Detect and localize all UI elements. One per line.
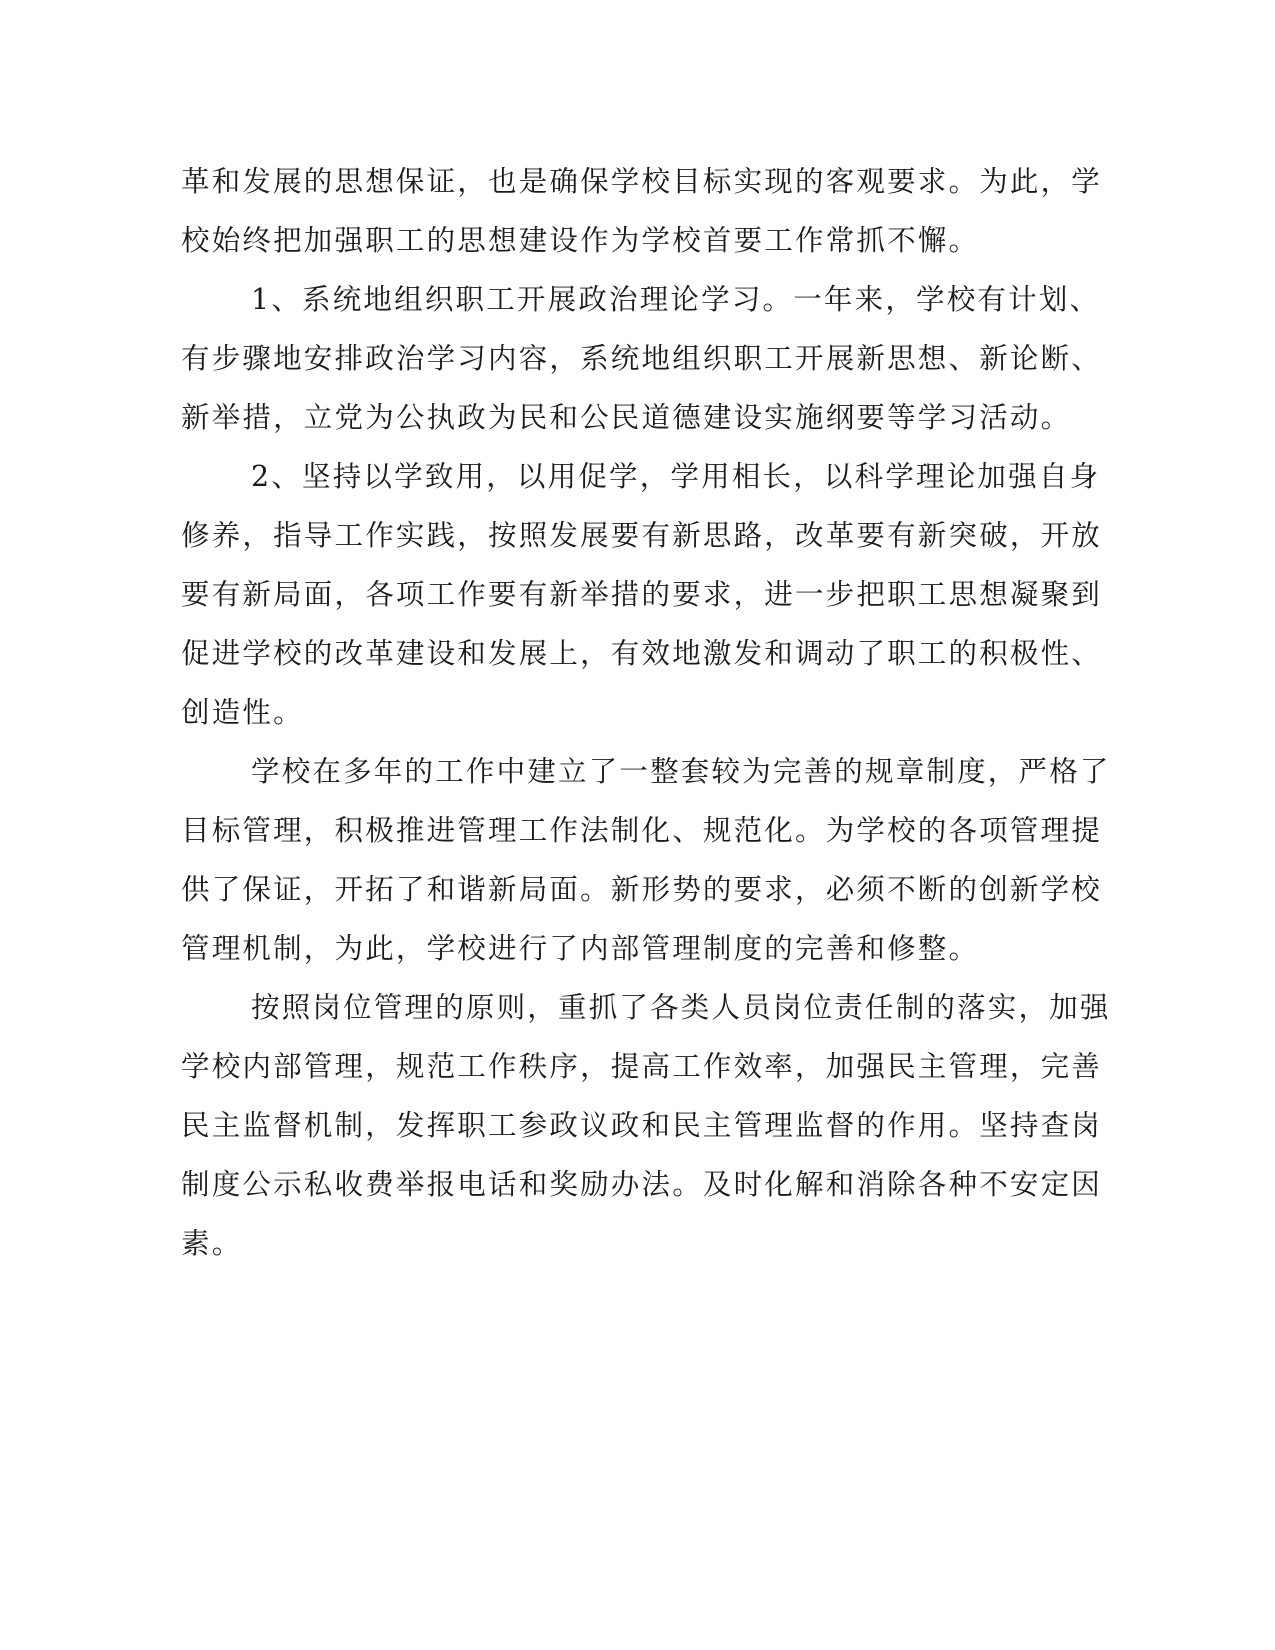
- text-line: 校始终把加强职工的思想建设作为学校首要工作常抓不懈。: [181, 224, 980, 257]
- text-line: 学校在多年的工作中建立了一整套较为完善的规章制度，严格了: [251, 755, 1111, 788]
- text-line: 创造性。: [181, 696, 304, 729]
- text-line: 供了保证，开拓了和谐新局面。新形势的要求，必须不断的创新学校: [181, 873, 1103, 906]
- text-line: 新举措，立党为公执政为民和公民道德建设实施纲要等学习活动。: [181, 401, 1072, 434]
- text-line: 制度公示私收费举报电话和奖励办法。及时化解和消除各种不安定因: [181, 1168, 1103, 1201]
- text-line: 管理机制，为此，学校进行了内部管理制度的完善和修整。: [181, 932, 980, 965]
- text-line: 目标管理，积极推进管理工作法制化、规范化。为学校的各项管理提: [181, 814, 1103, 847]
- text-line: 有步骤地安排政治学习内容，系统地组织职工开展新思想、新论断、: [181, 342, 1103, 375]
- text-line: 要有新局面，各项工作要有新举措的要求，进一步把职工思想凝聚到: [181, 578, 1103, 611]
- text-line: 素。: [181, 1227, 243, 1260]
- text-line: 按照岗位管理的原则，重抓了各类人员岗位责任制的落实，加强: [251, 991, 1111, 1024]
- text-line: 2、坚持以学致用，以用促学，学用相长，以科学理论加强自身: [251, 460, 1101, 493]
- text-line: 学校内部管理，规范工作秩序，提高工作效率，加强民主管理，完善: [181, 1050, 1103, 1083]
- text-line: 促进学校的改革建设和发展上，有效地激发和调动了职工的积极性、: [181, 637, 1103, 670]
- text-line: 革和发展的思想保证，也是确保学校目标实现的客观要求。为此，学: [181, 165, 1103, 198]
- text-line: 修养，指导工作实践，按照发展要有新思路，改革要有新突破，开放: [181, 519, 1103, 552]
- text-line: 1、系统地组织职工开展政治理论学习。一年来，学校有计划、: [251, 283, 1101, 316]
- body-text: [181, 152, 1111, 1273]
- text-line: 民主监督机制，发挥职工参政议政和民主管理监督的作用。坚持查岗: [181, 1109, 1103, 1142]
